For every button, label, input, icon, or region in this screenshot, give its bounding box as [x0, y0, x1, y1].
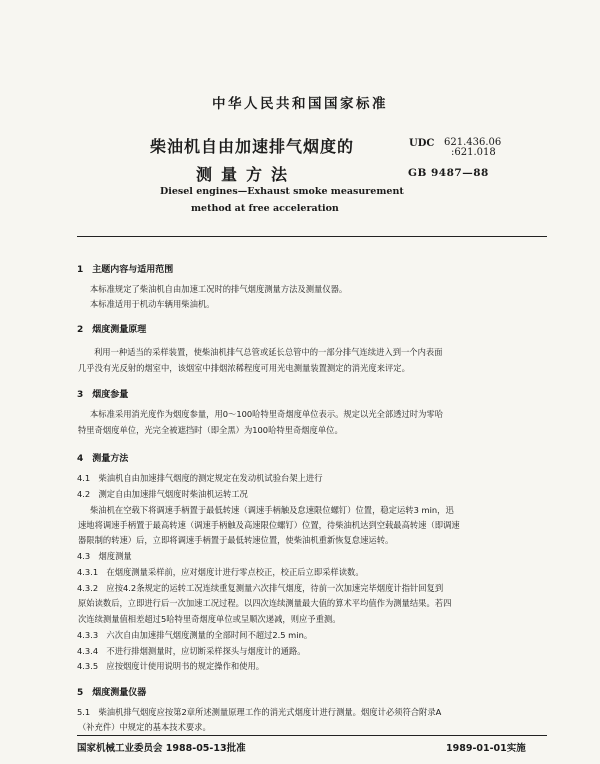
- clause-5-1-line-2: （补充件）中规定的基本技术要求。: [78, 722, 211, 732]
- clause-4-2-para-line-3: 器限制的转速）后，立即将调速手柄置于最低转速位置，使柴油机重新恢复怠速运转。: [78, 535, 394, 545]
- title-cn-line1: 柴油机自由加速排气烟度的: [150, 137, 355, 156]
- section-2-heading: 2 烟度测量原理: [77, 325, 147, 335]
- section-4-heading: 4 测量方法: [77, 454, 129, 464]
- national-standard-title: 中华人民共和国国家标准: [212, 96, 388, 112]
- clause-5-1-line-1: 5.1 柴油机排气烟度应按第2章所述测量原理工作的消光式烟度计进行测量。烟度计必须符合附录A: [77, 707, 442, 717]
- udc-label: UDC: [409, 138, 435, 149]
- section-5-heading: 5 烟度测量仪器: [77, 688, 147, 698]
- clause-4-3-3: 4.3.3 六次自由加速排气烟度测量的全部时间不超过2.5 min。: [77, 630, 313, 640]
- clause-4-2-para-line-1: 柴油机在空载下将调速手柄置于最低转速（调速手柄触及怠速限位螺钉）位置，稳定运转3 min，迅: [90, 505, 454, 515]
- udc-value-2: :621.018: [451, 147, 496, 158]
- clause-4-1: 4.1 柴油机自由加速排气烟度的测定规定在发动机试验台架上进行: [77, 473, 323, 483]
- section-1-heading: 1 主题内容与适用范围: [77, 265, 174, 275]
- title-cn-line2: 测量方法: [196, 165, 297, 184]
- clause-4-3-2-line-3: 次连续测量值相差超过5哈特里奇烟度单位或呈顺次递减，则应予重测。: [78, 614, 341, 624]
- clause-4-2: 4.2 测定自由加速排气烟度时柴油机运转工况: [77, 489, 248, 499]
- clause-4-3-1: 4.3.1 在烟度测量采样前，应对烟度计进行零点校正，校正后立即采样读数。: [77, 567, 364, 577]
- footer-divider: [77, 735, 547, 736]
- implementation-date: 1989-01-01实施: [446, 743, 526, 754]
- section-2-line-1: 利用一种适当的采样装置，使柴油机排气总管或延长总管中的一部分排气连续进入到一个内表面: [94, 347, 443, 357]
- approval-info: 国家机械工业委员会 1988-05-13批准: [77, 743, 246, 754]
- header-divider: [77, 236, 547, 237]
- section-1-line-1: 本标准规定了柴油机自由加速工况时的排气烟度测量方法及测量仪器。: [90, 284, 348, 294]
- clause-4-2-para-line-2: 速地将调速手柄置于最高转速（调速手柄触及高速限位螺钉）位置，待柴油机达到空载最高转速（即调速: [78, 520, 460, 530]
- clause-4-3-4: 4.3.4 不进行排烟测量时，应切断采样探头与烟度计的通路。: [77, 646, 306, 656]
- section-1-line-2: 本标准适用于机动车辆用柴油机。: [90, 299, 215, 309]
- section-3-line-1: 本标准采用消光度作为烟度参量，用0～100哈特里奇烟度单位表示。规定以光全部透过时为零哈: [90, 409, 443, 419]
- title-en-line1: Diesel engines—Exhaust smoke measurement: [160, 186, 404, 197]
- clause-4-3-2-line-1: 4.3.2 应按4.2条规定的运转工况连续重复测量六次排气烟度，待前一次加速完毕烟度计指针回复到: [77, 583, 444, 593]
- section-3-heading: 3 烟度参量: [77, 390, 129, 400]
- clause-4-3-2-line-2: 原始读数后，立即进行后一次加速工况过程。以四次连续测量最大值的算术平均值作为测量结果。若四: [78, 598, 452, 608]
- gb-code: GB 9487—88: [408, 167, 489, 179]
- clause-4-3-5: 4.3.5 应按烟度计使用说明书的规定操作和使用。: [77, 661, 265, 671]
- udc-value-1: 621.436.06: [444, 137, 502, 148]
- section-2-line-2: 几乎没有光反射的烟室中，该烟室中排烟浓稀程度可用光电测量装置测定的消光度来评定。: [78, 363, 410, 373]
- clause-4-3: 4.3 烟度测量: [77, 551, 132, 561]
- title-en-line2: method at free acceleration: [191, 203, 339, 214]
- section-3-line-2: 特里奇烟度单位，光完全被遮挡时（即全黑）为100哈特里奇烟度单位。: [78, 425, 343, 435]
